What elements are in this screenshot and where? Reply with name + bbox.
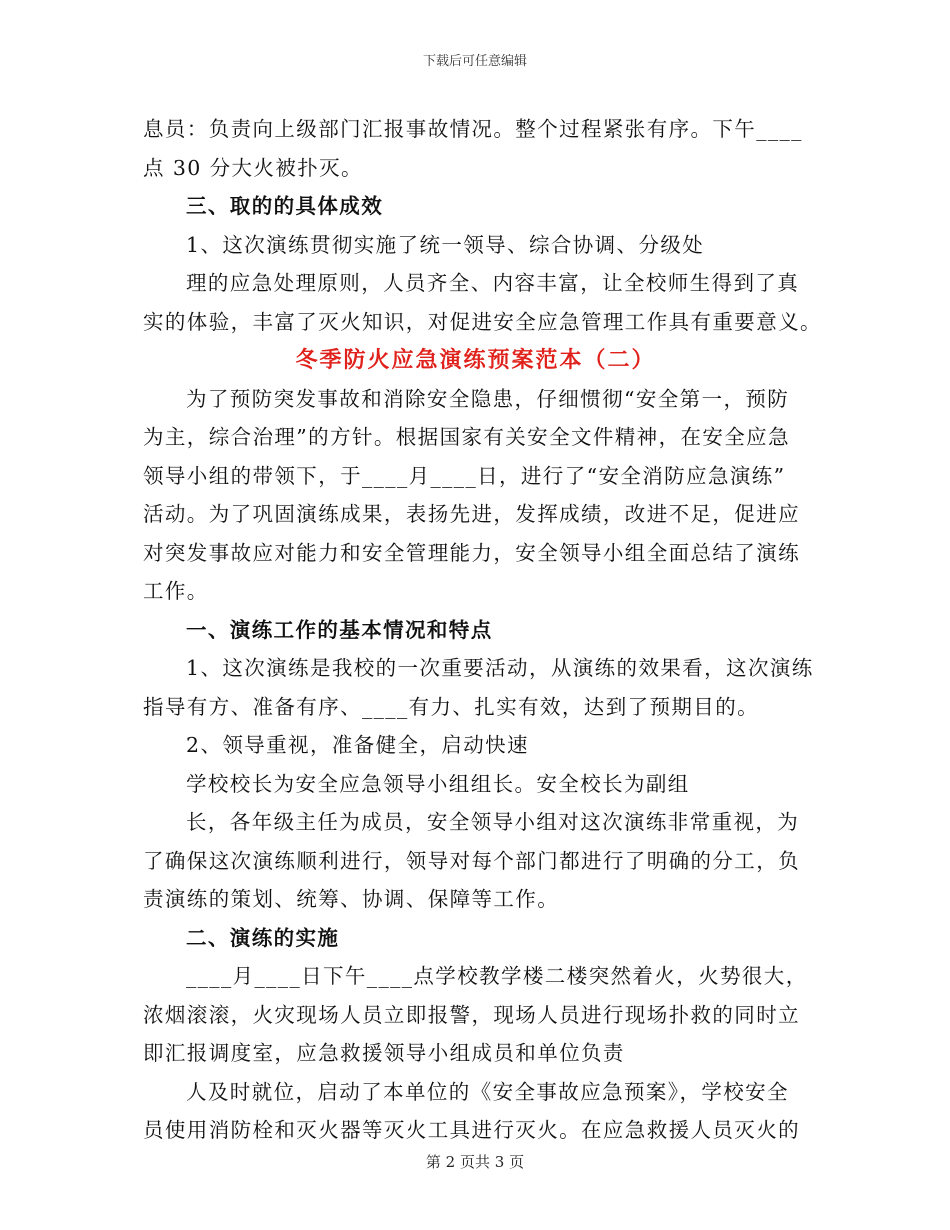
body-line: 领导小组的带领下，于____月____日，进行了“安全消防应急演练” bbox=[143, 463, 786, 488]
body-line: 2、领导重视，准备健全，启动快速 bbox=[186, 733, 529, 757]
body-line: 责演练的策划、统筹、协调、保障等工作。 bbox=[143, 887, 560, 911]
body-line: 息员：负责向上级部门汇报事故情况。整个过程紧张有序。下午____ bbox=[143, 117, 803, 141]
body-line: 浓烟滚滚，火灾现场人员立即报警，现场人员进行现场扑救的同时立 bbox=[143, 1002, 800, 1027]
body-line: 1、这次演练贯彻实施了统一领导、综合协调、分级处 bbox=[186, 232, 705, 257]
body-line: 对突发事故应对能力和安全管理能力，安全领导小组全面总结了演练 bbox=[143, 540, 800, 565]
page-header: 下载后可任意编辑 bbox=[422, 54, 527, 69]
body-line: 为主，综合治理”的方针。根据国家有关安全文件精神，在安全应急 bbox=[143, 425, 790, 449]
body-line: 了确保这次演练顺利进行，领导对每个部门都进行了明确的分工，负 bbox=[143, 848, 800, 873]
body-line: 员使用消防栓和灭火器等灭火工具进行灭火。在应急救援人员灭火的 bbox=[143, 1118, 800, 1142]
section-heading: 一、演练工作的基本情况和特点 bbox=[186, 617, 493, 642]
body-line: 1、这次演练是我校的一次重要活动，从演练的效果看，这次演练 bbox=[186, 656, 814, 680]
page-footer: 第 2 页共 3 页 bbox=[425, 1153, 525, 1171]
body-line: 指导有方、准备有序、____有力、扎实有效，达到了预期目的。 bbox=[143, 694, 759, 719]
body-line: 学校校长为安全应急领导小组组长。安全校长为副组 bbox=[186, 771, 690, 796]
body-line: 实的体验，丰富了灭火知识，对促进安全应急管理工作具有重要意义。 bbox=[143, 309, 822, 334]
body-line: 即汇报调度室，应急救援领导小组成员和单位负责 bbox=[143, 1041, 625, 1065]
body-line: 人及时就位，启动了本单位的《安全事故应急预案》，学校安全 bbox=[186, 1079, 789, 1104]
document-title: 冬季防火应急演练预案范本（二） bbox=[295, 347, 656, 373]
body-line: 活动。为了巩固演练成果，表扬先进，发挥成绩，改进不足，促进应 bbox=[143, 502, 800, 526]
body-line: ____月____日下午____点学校教学楼二楼突然着火，火势很大， bbox=[186, 964, 808, 988]
body-line: 工作。 bbox=[143, 579, 209, 603]
body-line: 长，各年级主任为成员，安全领导小组对这次演练非常重视，为 bbox=[186, 810, 800, 834]
document-body bbox=[143, 110, 822, 1150]
body-line: 理的应急处理原则，人员齐全、内容丰富，让全校师生得到了真 bbox=[186, 271, 800, 295]
body-line: 点 30 分大火被扑灭。 bbox=[143, 155, 363, 180]
body-line: 为了预防突发事故和消除安全隐患，仔细惯彻“安全第一，预防 bbox=[186, 386, 790, 411]
section-heading: 三、取的的具体成效 bbox=[186, 194, 384, 218]
section-heading: 二、演练的实施 bbox=[186, 925, 340, 950]
